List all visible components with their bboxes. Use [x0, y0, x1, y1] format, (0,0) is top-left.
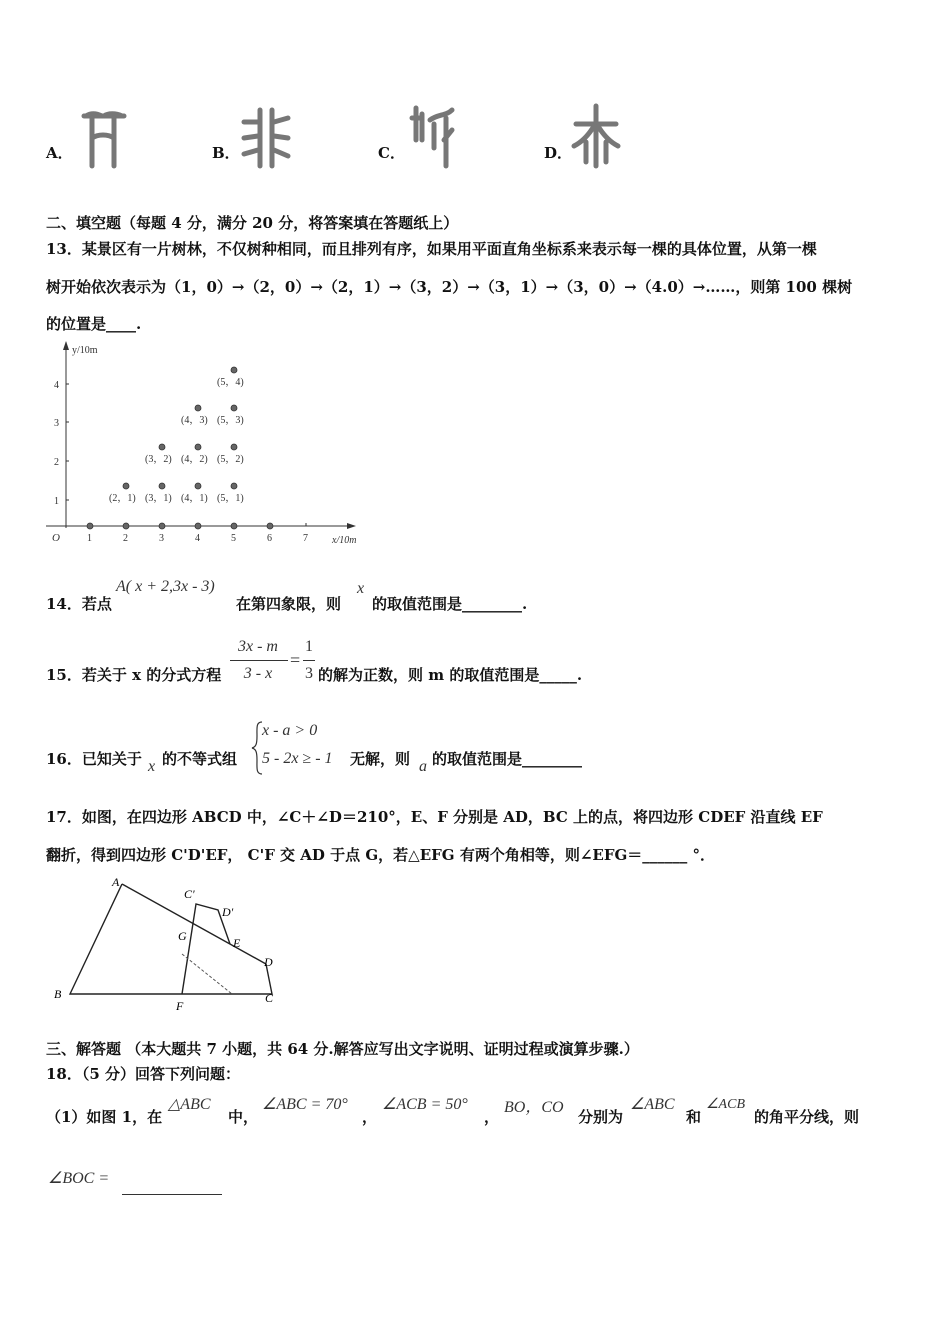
- q18-triangle: △ABC: [168, 1096, 211, 1113]
- q14-point: A( x + 2,3x - 3): [116, 578, 215, 595]
- tree-point: [267, 523, 273, 529]
- q18-suffix: 的角平分线，则: [754, 1108, 860, 1126]
- tree-point: [87, 523, 93, 529]
- q18-abc: ∠ABC: [630, 1096, 675, 1113]
- tree-point: [123, 483, 129, 489]
- q16-inequality-2: 5 - 2x ≥ - 1: [262, 750, 333, 767]
- tree-point: [195, 444, 201, 450]
- q18-fenbie: 分别为: [578, 1108, 624, 1126]
- q18-bo-co: BO，CO: [504, 1099, 564, 1116]
- tree-point-label: (5，2): [217, 454, 244, 465]
- q16-mid: 的不等式组: [162, 750, 238, 768]
- label-g: G: [178, 929, 187, 943]
- x-tick-label: 6: [267, 533, 272, 544]
- q15-fraction-bar: [230, 660, 288, 661]
- section2-heading: 二、填空题（每题 4 分，满分 20 分，将答案填在答题纸上）: [46, 214, 459, 232]
- option-b-label: B．: [212, 144, 240, 162]
- x-tick-label: 3: [159, 533, 164, 544]
- tree-point-label: (3，1): [145, 493, 172, 504]
- q13-line3: 的位置是____.: [46, 315, 142, 333]
- q13-line2: 树开始依次表示为（1，0）→（2，0）→（2，1）→（3，2）→（3，1）→（3，0）→（4.0）→……，则第 100 棵树: [46, 278, 853, 296]
- tree-point-label: (2，1): [109, 493, 136, 504]
- seal-glyph-c: [408, 100, 460, 170]
- option-a-label: A．: [46, 144, 73, 162]
- tree-point: [231, 523, 237, 529]
- label-d: D: [264, 955, 273, 969]
- q16-var: x: [148, 758, 156, 775]
- q18-angle1: ∠ABC = 70°: [262, 1096, 348, 1113]
- y-axis-label: y/10m: [72, 345, 98, 356]
- q17-line2: 翻折，得到四边形 C'D'EF， C'F 交 AD 于点 G，若△EFG 有两个角相等，则∠EFG＝______ °．: [46, 846, 716, 864]
- label-b: B: [54, 987, 62, 1001]
- q16-suffix: 的取值范围是________: [432, 750, 583, 768]
- y-tick-label: 3: [54, 418, 59, 429]
- q15-rhs-numerator: 1: [305, 638, 313, 655]
- label-d-prime: D': [222, 905, 234, 919]
- q15-denominator: 3 - x: [243, 665, 273, 682]
- q15-suffix: 的解为正数，则 m 的取值范围是_____.: [318, 666, 583, 684]
- q13-line1: 13．某景区有一片树林，不仅树种相同，而且排列有序，如果用平面直角坐标系来表示每一棵的具体位置，从第一棵: [46, 240, 817, 258]
- seal-glyph-a: [78, 104, 130, 170]
- q18-zhong: 中，: [228, 1108, 259, 1126]
- y-axis-arrow: [63, 341, 69, 350]
- q15-rhs-bar: [303, 660, 315, 661]
- q15-equals: =: [290, 650, 301, 670]
- tree-point: [159, 523, 165, 529]
- tree-point: [195, 483, 201, 489]
- tree-point-label: (4，3): [181, 415, 208, 426]
- option-c-label: C．: [378, 144, 405, 162]
- label-e: E: [233, 936, 241, 950]
- q18-acb: ∠ACB: [706, 1097, 745, 1112]
- x-tick-label: 4: [195, 533, 200, 544]
- label-c: C: [265, 991, 274, 1005]
- tree-point: [231, 405, 237, 411]
- fold-dashed-line: [182, 954, 232, 994]
- tree-point-label: (5，4): [217, 377, 244, 388]
- tree-point-label: (3，2): [145, 454, 172, 465]
- tree-point-label: (5，3): [217, 415, 244, 426]
- q16-mid2: 无解，则: [350, 750, 411, 768]
- q18-comma2: ，: [484, 1108, 500, 1126]
- q17-line1: 17．如图，在四边形 ABCD 中，∠C＋∠D＝210°，E、F 分别是 AD，BC 上的点，将四边形 CDEF 沿直线 EF: [46, 808, 823, 826]
- x-axis-arrow: [347, 523, 356, 529]
- x-tick-label: 1: [87, 533, 92, 544]
- tree-point: [231, 444, 237, 450]
- label-f: F: [176, 999, 184, 1013]
- label-a: A: [112, 875, 120, 889]
- x-axis-label: x/10m: [332, 535, 357, 546]
- x-tick-label: 2: [123, 533, 128, 544]
- y-tick-label: 1: [54, 496, 59, 507]
- tree-point: [123, 523, 129, 529]
- y-tick-label: 2: [54, 457, 59, 468]
- q18-boc: ∠BOC =: [48, 1170, 110, 1187]
- q18-p1-prefix: （1）如图 1，在: [46, 1108, 163, 1126]
- tree-point-label: (4，1): [181, 493, 208, 504]
- origin-label: O: [52, 532, 60, 544]
- q18-angle2: ∠ACB = 50°: [382, 1096, 468, 1113]
- q16-inequality-1: x - a > 0: [262, 722, 318, 739]
- tree-point: [195, 523, 201, 529]
- y-tick-label: 4: [54, 380, 59, 391]
- tree-point: [231, 367, 237, 373]
- section3-heading: 三、解答题 （本大题共 7 小题，共 64 分.解答应写出文字说明、证明过程或演算步骤.）: [46, 1040, 639, 1058]
- q15-rhs-denominator: 3: [305, 665, 313, 682]
- q18-title: 18．（5 分）回答下列问题：: [46, 1065, 241, 1083]
- tree-position-chart: [44, 338, 374, 550]
- q18-answer-blank[interactable]: [122, 1194, 222, 1195]
- tree-point: [159, 483, 165, 489]
- quadrilateral-figure: [50, 874, 290, 1014]
- q14-prefix: 14．若点: [46, 595, 112, 613]
- tree-point-label: (5，1): [217, 493, 244, 504]
- tree-point: [195, 405, 201, 411]
- q18-comma1: ，: [362, 1108, 378, 1126]
- q14-mid: 在第四象限，则: [236, 595, 342, 613]
- x-tick-label: 5: [231, 533, 236, 544]
- quad-abcd-edges: [70, 884, 272, 994]
- tree-point-label: (4，2): [181, 454, 208, 465]
- seal-glyph-b: [240, 104, 292, 170]
- tree-point: [159, 444, 165, 450]
- option-d-label: D．: [544, 144, 573, 162]
- tree-point: [231, 483, 237, 489]
- q16-var2: a: [419, 758, 427, 775]
- label-c-prime: C': [184, 887, 195, 901]
- seal-glyph-d: [570, 102, 622, 170]
- q15-numerator: 3x - m: [238, 638, 278, 655]
- q18-he: 和: [686, 1108, 702, 1126]
- q14-suffix: 的取值范围是________.: [372, 595, 528, 613]
- q16-prefix: 16．已知关于: [46, 750, 142, 768]
- q15-prefix: 15．若关于 x 的分式方程: [46, 666, 222, 684]
- x-tick-label: 7: [303, 533, 308, 544]
- q14-var: x: [357, 580, 365, 597]
